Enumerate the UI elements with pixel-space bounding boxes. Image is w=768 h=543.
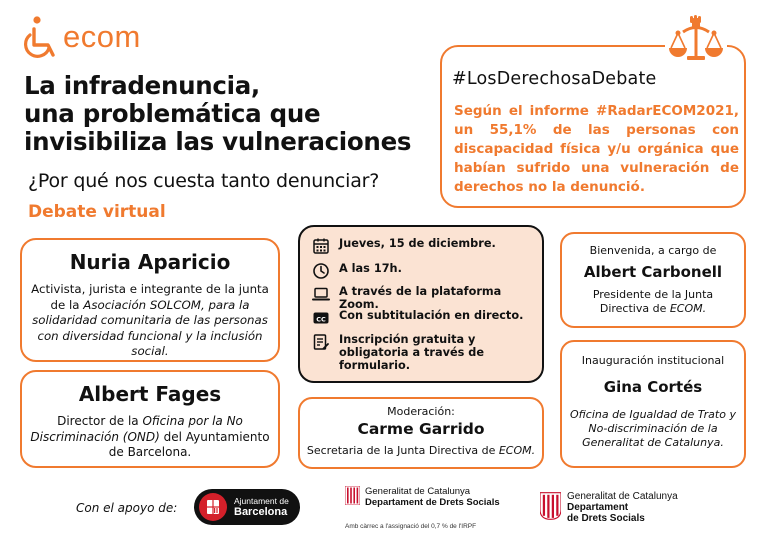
event-subtitles-row [312, 309, 523, 327]
irpf-note: Amb càrrec a l'assignació del 0,7 % de l'IRPF [345, 523, 477, 530]
generalitat-logo-small-text [365, 486, 500, 508]
clock-icon [312, 262, 330, 280]
senyera-icon [540, 491, 561, 521]
inauguration-desc-org: Oficina de Igualdad de Trato y No-discriminación de la Generalitat de Catalunya. [570, 408, 736, 449]
gencat-b-line1: Generalitat de Catalunya [567, 491, 678, 502]
gencat-b-line2: Departament [567, 502, 629, 513]
event-type: Debate virtual [28, 202, 166, 222]
speaker-description [30, 282, 270, 360]
speaker-desc-text-2: del Ayuntamiento de Barcelona. [108, 429, 270, 459]
ecom-wheelchair-icon [22, 15, 62, 59]
title-line-1: La infradenuncia, [24, 71, 260, 100]
event-date: Jueves, 15 de diciembre. [339, 237, 496, 250]
event-time-row [312, 262, 402, 280]
speaker-name: Albert Fages [78, 382, 222, 406]
welcome-card [560, 232, 746, 328]
subtitle: ¿Por qué nos cuesta tanto denunciar? [28, 170, 380, 192]
closed-captions-icon [312, 309, 330, 327]
welcome-desc-text: Presidente de la Junta Directiva de [592, 288, 714, 315]
title-line-3: invisibiliza las vulneraciones [24, 127, 412, 156]
event-registration: Inscripción gratuita y obligatoria a través de formulario. [339, 333, 485, 372]
balance-scale-icon [665, 14, 727, 64]
barcelona-logo-line1: Ajuntament de [234, 496, 289, 506]
ecom-logo [22, 14, 141, 60]
welcome-speaker-name: Albert Carbonell [583, 263, 723, 281]
event-date-row [312, 237, 496, 255]
speaker-desc-organization: Oficina por la No Discriminación (OND) [30, 414, 243, 444]
statistic-text: Según el informe #RadarECOM2021, un 55,1% de las personas con discapacidad física y/u orgánica que habían sufrido una vulneración de derechos no la denunció. [454, 103, 739, 195]
hashtag: #LosDerechosaDebate [452, 69, 657, 89]
event-info-box [298, 225, 544, 383]
event-platform: A través de la plataforma Zoom. [339, 285, 502, 311]
support-label: Con el apoyo de: [76, 501, 178, 515]
welcome-label: Bienvenida, a cargo de [589, 244, 717, 257]
page-title [24, 72, 444, 156]
moderator-desc-org: ECOM. [498, 444, 536, 457]
calendar-icon [312, 237, 330, 255]
moderator-name: Carme Garrido [357, 420, 485, 438]
gencat-b-line3: de Drets Socials [567, 513, 645, 524]
speaker-desc-organization: Asociación SOLCOM, para la solidaridad comunitaria de las personas con diversidad funcional y la inclusión social. [32, 297, 268, 358]
ajuntament-barcelona-logo [194, 489, 300, 525]
generalitat-logo-small [345, 486, 500, 508]
senyera-icon [345, 486, 360, 505]
speaker-description [28, 414, 272, 461]
speaker-desc-text: Director de la [57, 414, 143, 428]
title-line-2: una problemática que [24, 99, 321, 128]
event-time: A las 17h. [339, 262, 402, 275]
inauguration-card [560, 340, 746, 468]
generalitat-logo-large-text [567, 491, 678, 524]
barcelona-logo-line2: Barcelona [234, 506, 288, 518]
moderator-desc-text: Secretaria de la Junta Directiva de [306, 444, 499, 457]
moderator-description [300, 444, 542, 457]
speaker-card-nuria-aparicio [20, 238, 280, 362]
event-registration-row [312, 333, 529, 372]
inauguration-speaker-name: Gina Cortés [603, 378, 703, 396]
event-platform-row [312, 285, 542, 311]
laptop-icon [312, 285, 330, 303]
moderation-card [298, 397, 544, 469]
logo-text: ecom [63, 19, 141, 54]
generalitat-logo-large [540, 491, 678, 524]
inauguration-speaker-description [568, 408, 738, 450]
speaker-name: Nuria Aparicio [69, 250, 231, 274]
form-icon [312, 333, 330, 351]
welcome-speaker-description [568, 288, 738, 316]
barcelona-logo-text [234, 496, 289, 518]
gencat-a-line2: Departament de Drets Socials [365, 497, 500, 508]
svg-text:CC: CC [316, 315, 326, 324]
speaker-desc-text: Activista, jurista e integrante de la junta de la [31, 282, 269, 312]
speaker-card-albert-fages [20, 370, 280, 468]
hashtag-box [440, 45, 746, 208]
barcelona-coat-of-arms-icon [198, 492, 228, 522]
welcome-desc-org: ECOM. [669, 302, 707, 315]
event-subtitles: Con subtitulación en directo. [339, 309, 524, 322]
gencat-a-line1: Generalitat de Catalunya [365, 486, 471, 497]
moderation-label: Moderación: [387, 405, 455, 418]
inauguration-label: Inauguración institucional [581, 354, 725, 367]
